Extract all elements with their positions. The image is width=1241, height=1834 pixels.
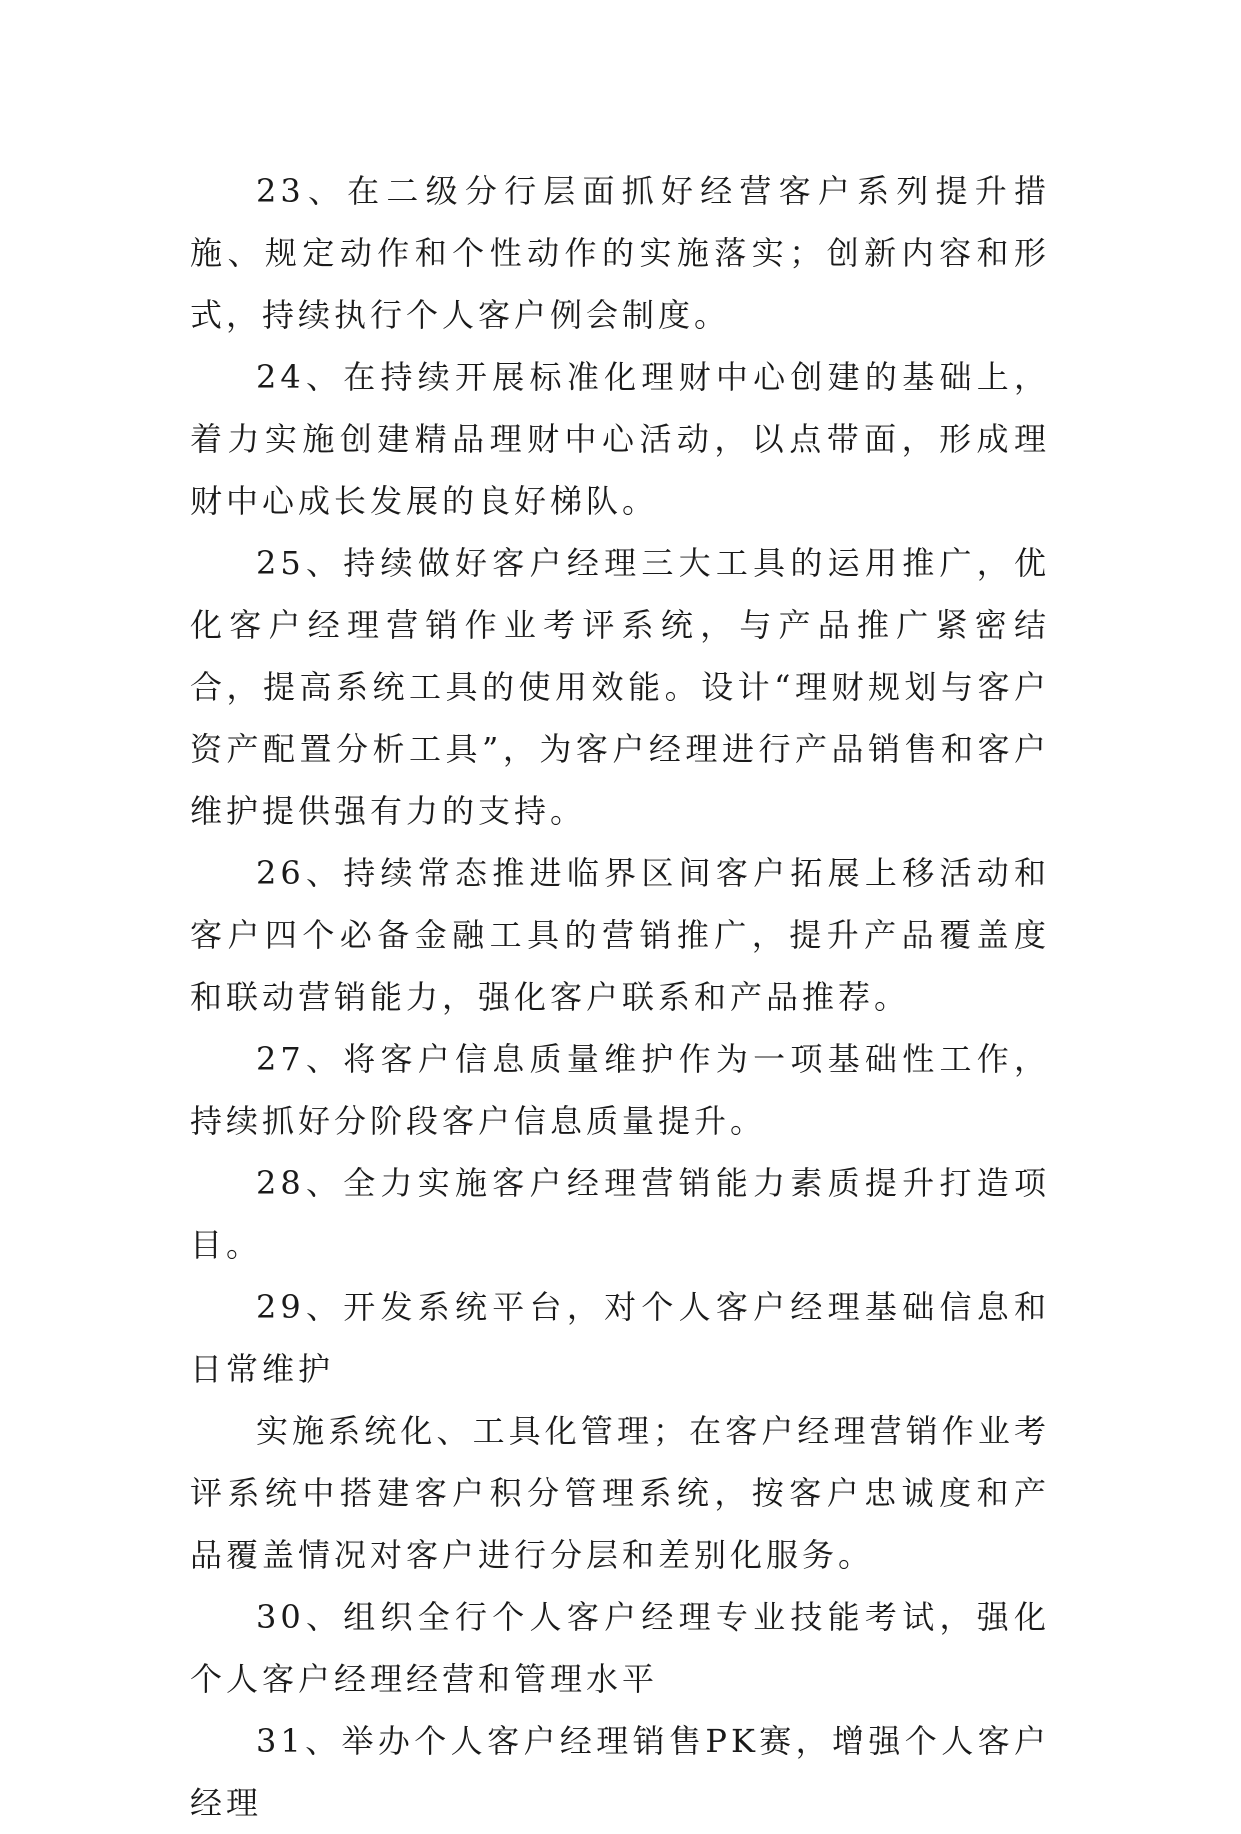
- paragraph-27: 27、将客户信息质量维护作为一项基础性工作，持续抓好分阶段客户信息质量提升。: [190, 1040, 1050, 1140]
- paragraph-29-part2: 实施系统化、工具化管理；在客户经理营销作业考评系统中搭建客户积分管理系统，按客户忠诚度和产品覆盖情况对客户进行分层和差别化服务。: [190, 1412, 1050, 1574]
- paragraph-30: 30、组织全行个人客户经理专业技能考试，强化个人客户经理经营和管理水平: [190, 1598, 1050, 1698]
- document-body: [190, 160, 1050, 1834]
- paragraph-24: 24、在持续开展标准化理财中心创建的基础上，着力实施创建精品理财中心活动，以点带面，形成理财中心成长发展的良好梯队。: [190, 358, 1050, 520]
- paragraph-28: 28、全力实施客户经理营销能力素质提升打造项目。: [190, 1164, 1050, 1264]
- paragraph-25: 25、持续做好客户经理三大工具的运用推广，优化客户经理营销作业考评系统，与产品推广紧密结合，提高系统工具的使用效能。设计“理财规划与客户资产配置分析工具”，为客户经理进行产品销售和客户维护提供强有力的支持。: [190, 544, 1050, 830]
- paragraph-26: 26、持续常态推进临界区间客户拓展上移活动和客户四个必备金融工具的营销推广，提升产品覆盖度和联动营销能力，强化客户联系和产品推荐。: [190, 854, 1050, 1016]
- paragraph-23: 23、在二级分行层面抓好经营客户系列提升措施、规定动作和个性动作的实施落实；创新内容和形式，持续执行个人客户例会制度。: [190, 172, 1050, 334]
- paragraph-29-part1: 29、开发系统平台，对个人客户经理基础信息和日常维护: [190, 1288, 1050, 1388]
- paragraph-31: 31、举办个人客户经理销售PK赛，增强个人客户经理: [190, 1722, 1050, 1822]
